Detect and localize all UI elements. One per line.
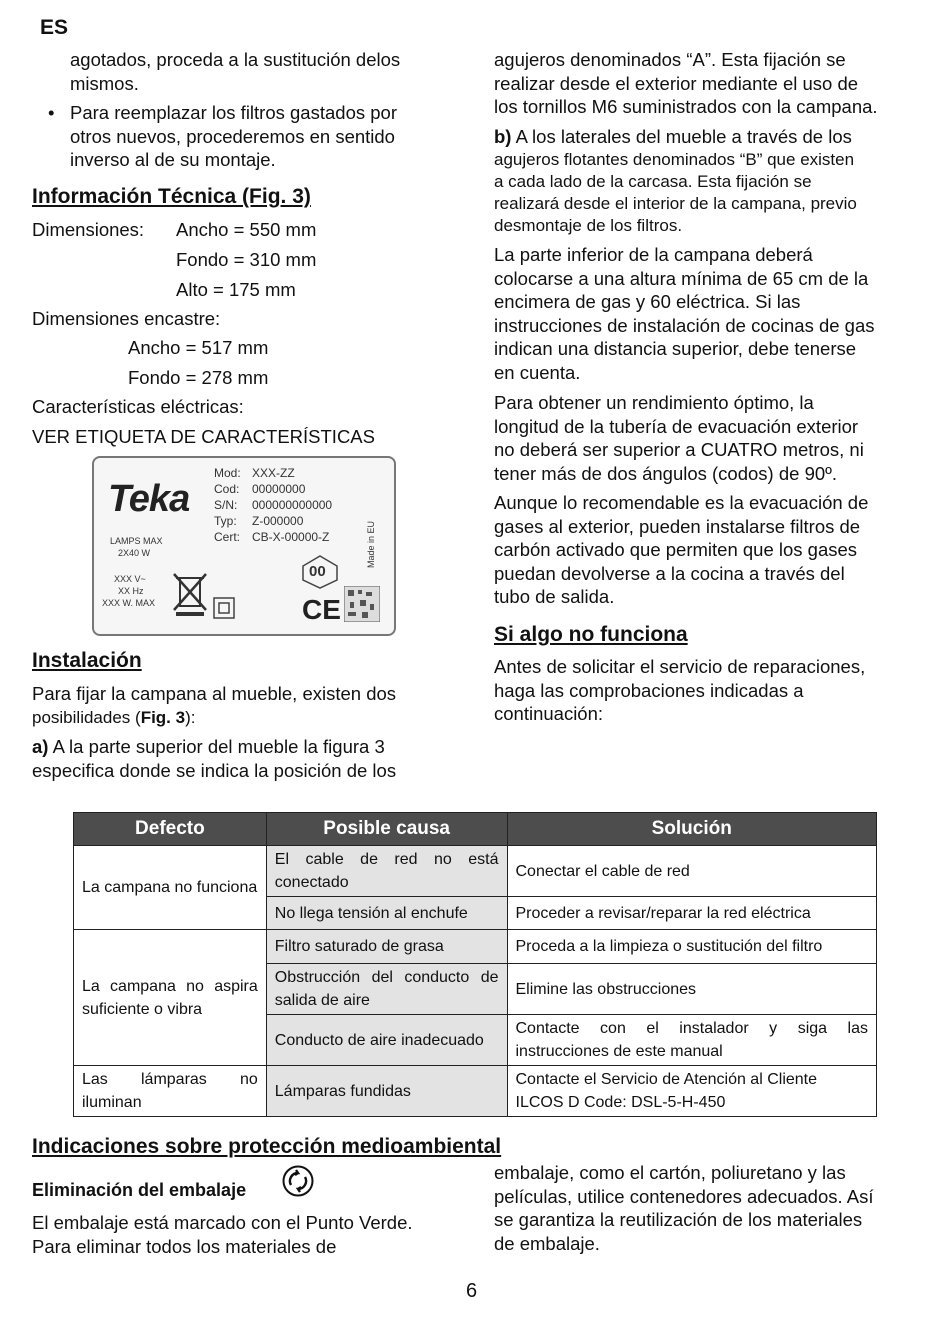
text-line: Antes de solicitar el servicio de reparaciones, — [494, 656, 866, 677]
cause-cell: Lámparas fundidas — [266, 1066, 507, 1117]
text-line: colocarse a una altura mínima de 65 cm de la — [494, 267, 869, 289]
installation-option-a — [32, 735, 396, 782]
text-line: se garantiza la reutilización de los materiales — [494, 1209, 863, 1230]
label-frequency: XX Hz — [118, 586, 144, 596]
ce-mark: CE — [302, 594, 341, 625]
text-fragment: A los laterales del mueble a través de los — [511, 126, 852, 147]
label-power: XXX W. MAX — [102, 598, 156, 608]
datamatrix-code-icon — [344, 586, 380, 622]
text-line: agujeros flotantes denominados “B” que existen — [494, 149, 855, 169]
rating-label-image — [92, 456, 396, 636]
text-line: Aunque lo recomendable es la evacuación de — [494, 492, 869, 513]
electrical-label-text: Características eléctricas: — [32, 396, 244, 417]
text-line: desmontaje de los filtros. — [494, 215, 683, 235]
text-line: Para fijar la campana al mueble, existen dos — [32, 683, 397, 704]
installation-heading: Instalación — [32, 649, 142, 672]
text-line: agujeros denominados “A”. Esta fijación se — [494, 49, 846, 70]
label-mod-value: XXX-ZZ — [252, 466, 295, 480]
table-row — [74, 930, 877, 964]
text-line: embalaje, como el cartón, poliuretano y las — [494, 1162, 846, 1183]
cause-cell: Conducto de aire inadecuado — [266, 1015, 507, 1066]
green-dot-icon — [282, 1165, 314, 1197]
solution-cell: Proceder a revisar/reparar la red eléctrica — [507, 897, 877, 930]
text-line: Contacte el Servicio de Atención al Cliente — [515, 1071, 818, 1088]
environment-heading: Indicaciones sobre protección medioambiental — [32, 1135, 502, 1158]
text-line: especifica donde se indica la posición de los — [32, 759, 397, 781]
text-line: carbón activado que permiten que los gases — [494, 539, 858, 560]
text-line: de embalaje. — [494, 1232, 600, 1254]
solution-cell — [507, 1066, 877, 1117]
solution-cell: Elimine las obstrucciones — [507, 964, 877, 1015]
weee-bin-icon — [170, 570, 210, 616]
text-line: agotados, proceda a la sustitución delos — [70, 49, 401, 70]
text-line: puedan devolverse a la cocina a través del — [494, 562, 845, 584]
cause-cell: Obstrucción del conducto de salida de aire — [266, 964, 507, 1015]
recess-depth: Fondo = 278 mm — [128, 367, 269, 388]
packaging-text-left — [32, 1211, 413, 1258]
figure-reference: Fig. 3 — [140, 707, 186, 727]
label-typ-value: Z-000000 — [252, 514, 304, 528]
text-line: encimera de gas y 60 eléctrica. Si las — [494, 291, 801, 312]
label-circle-code: 00 — [309, 563, 326, 580]
label-cod: Cod: — [214, 482, 240, 496]
language-tag: ES — [40, 16, 69, 39]
right-paragraph-5 — [494, 655, 865, 726]
continued-text — [70, 48, 400, 95]
tech-info-heading: Información Técnica (Fig. 3) — [32, 185, 311, 208]
installation-intro — [32, 682, 396, 729]
recess-dimensions-label: Dimensiones encastre: — [32, 308, 221, 329]
label-lamps-watt: 2X40 W — [118, 548, 151, 558]
text-line: La parte inferior de la campana deberá — [494, 244, 813, 265]
electrical-value: VER ETIQUETA DE CARACTERÍSTICAS — [32, 426, 375, 447]
table-row — [74, 846, 877, 897]
text-line: mismos. — [70, 72, 139, 94]
label-sn-value: 000000000000 — [252, 498, 333, 512]
double-insulation-icon — [212, 596, 236, 620]
text-line: inverso al de su montaje. — [70, 149, 276, 170]
text-line: tubo de salida. — [494, 586, 615, 607]
label-cod-value: 00000000 — [252, 482, 306, 496]
teka-logo: Teka — [108, 478, 190, 520]
dimension-width: Ancho = 550 mm — [176, 219, 317, 240]
solution-cell: Conectar el cable de red — [507, 846, 877, 897]
defect-cell: La campana no aspira suficiente o vibra — [74, 930, 267, 1066]
text-line: Para reemplazar los filtros gastados por — [70, 102, 397, 123]
text-line: tener más de dos ángulos (codos) de 90º. — [494, 462, 838, 484]
text-line: Para eliminar todos los materiales de — [32, 1235, 337, 1257]
label-sn: S/N: — [214, 498, 238, 512]
troubleshooting-heading: Si algo no funciona — [494, 623, 688, 646]
packaging-subheading: Eliminación del embalaje — [32, 1180, 247, 1200]
dimension-depth: Fondo = 310 mm — [176, 249, 317, 270]
dimension-height: Alto = 175 mm — [176, 279, 296, 300]
label-voltage: XXX V~ — [114, 574, 146, 584]
cause-cell: Filtro saturado de grasa — [266, 930, 507, 964]
column-header-cause: Posible causa — [266, 813, 507, 846]
text-line: El embalaje está marcado con el Punto Verde. — [32, 1212, 413, 1233]
installation-option-b — [494, 125, 857, 237]
option-label: b) — [494, 126, 512, 147]
text-line: indican una distancia superior, debe tenerse — [494, 338, 857, 359]
packaging-text-right — [494, 1161, 874, 1255]
text-line: películas, utilice contenedores adecuados. Así — [494, 1185, 874, 1207]
label-cert-value: CB-X-00000-Z — [252, 530, 330, 544]
defect-cell: La campana no funciona — [74, 846, 267, 930]
page-number: 6 — [466, 1280, 478, 1302]
recess-width: Ancho = 517 mm — [128, 337, 269, 358]
ilcos-code: ILCOS D Code: DSL-5-H-450 — [515, 1094, 726, 1111]
solution-cell: Proceda a la limpieza o sustitución del filtro — [507, 930, 877, 964]
text-line: en cuenta. — [494, 361, 581, 383]
text-line: realizará desde el interior de la campana, previo — [494, 193, 857, 213]
text-fragment: posibilidades ( — [32, 707, 141, 727]
text-line: otros nuevos, procederemos en sentido — [70, 125, 395, 147]
column-header-defect: Defecto — [74, 813, 267, 846]
text-line: no deberá ser superior a CUATRO metros, ni — [494, 439, 864, 460]
text-line: haga las comprobaciones indicadas a — [494, 679, 804, 701]
defect-cell: Las lámparas no iluminan — [74, 1066, 267, 1117]
text-line: realizar desde el exterior mediante el uso de — [494, 72, 859, 94]
label-cert: Cert: — [214, 530, 241, 544]
troubleshooting-table — [73, 812, 877, 1117]
text-line: longitud de la tubería de evacuación exterior — [494, 415, 859, 437]
bullet-item — [70, 101, 397, 172]
option-label: a) — [32, 736, 49, 757]
text-line: a cada lado de la carcasa. Esta fijación se — [494, 171, 812, 191]
table-row — [74, 1066, 877, 1117]
right-paragraph-2 — [494, 243, 875, 384]
text-fragment: ): — [185, 707, 196, 727]
label-lamps: LAMPS MAX — [110, 536, 163, 546]
text-line: Para obtener un rendimiento óptimo, la — [494, 392, 814, 413]
right-paragraph-4 — [494, 491, 868, 609]
dimensions-label: Dimensiones: — [32, 219, 145, 240]
text-fragment: A la parte superior del mueble la figura 3 — [48, 736, 385, 757]
label-made-in: Made in EU — [366, 520, 376, 568]
table-header-row — [74, 813, 877, 846]
right-paragraph-3 — [494, 391, 864, 485]
right-paragraph-1 — [494, 48, 878, 119]
label-mod: Mod: — [214, 466, 241, 480]
column-header-solution: Solución — [507, 813, 877, 846]
text-line: continuación: — [494, 703, 604, 724]
cause-cell: El cable de red no está conectado — [266, 846, 507, 897]
text-line: instrucciones de instalación de cocinas de gas — [494, 314, 875, 336]
text-line: gases al exterior, pueden instalarse filtros de — [494, 515, 861, 537]
bullet-marker: • — [48, 102, 55, 123]
text-line: los tornillos M6 suministrados con la campana. — [494, 96, 878, 117]
cause-cell: No llega tensión al enchufe — [266, 897, 507, 930]
solution-cell: Contacte con el instalador y siga las instrucciones de este manual — [507, 1015, 877, 1066]
label-typ: Typ: — [214, 514, 237, 528]
